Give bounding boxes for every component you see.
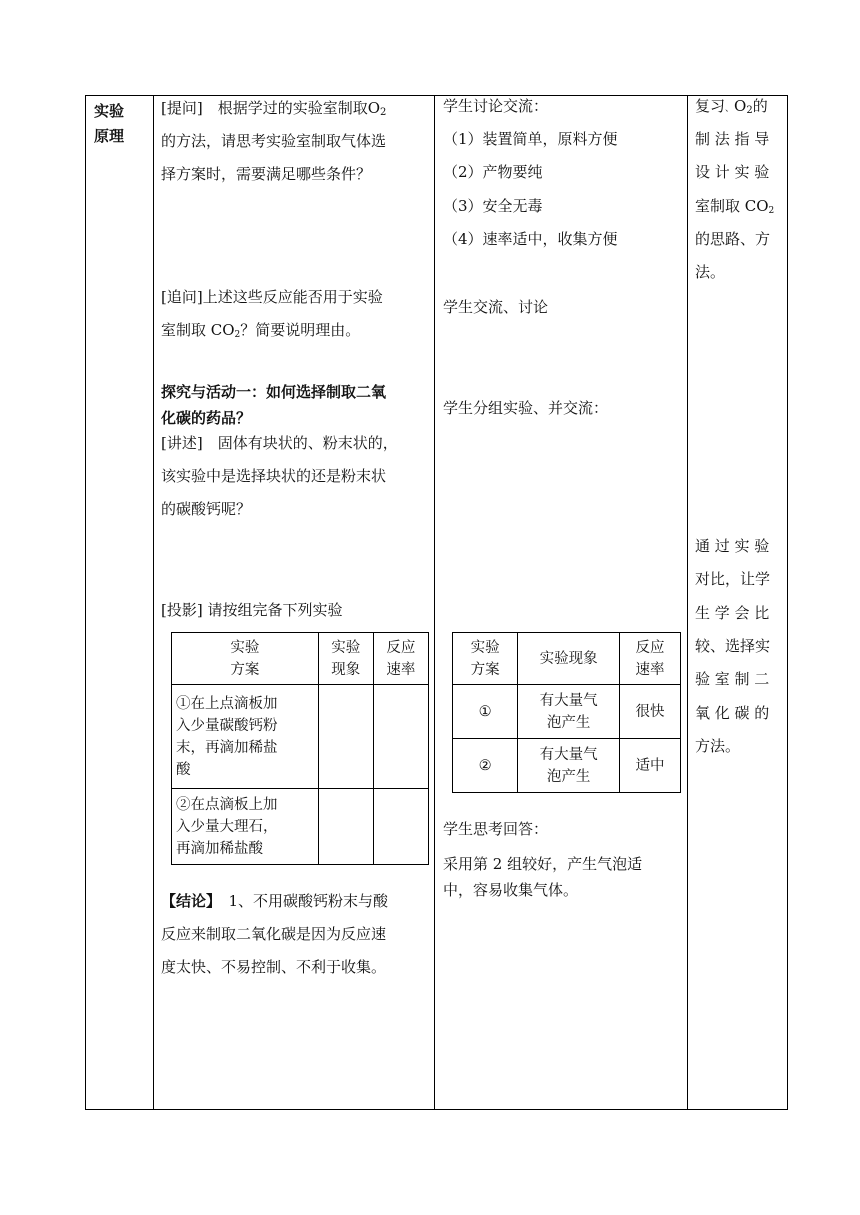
teacher-projection: [投影] 请按组完备下列实验 (161, 601, 343, 619)
table-cell: ① (453, 685, 518, 739)
teacher-lecture: [讲述] 固体有块状的、粉末状的， (161, 434, 398, 452)
table-header: 反应 速率 (619, 633, 680, 685)
intent-review-line: 设 计 实 验 (695, 163, 770, 181)
experiment-table-blank (171, 632, 429, 865)
table-cell: 适中 (619, 739, 680, 793)
student-answer: 采用第 2 组较好，产生气泡适 (443, 855, 643, 873)
condition-item: （3）安全无毒 (443, 197, 543, 215)
conclusion-line3: 度太快、不易控制、不利于收集。 (161, 958, 387, 976)
conclusion-line2: 反应来制取二氧化碳是因为反应速 (161, 925, 387, 943)
section-label-line1: 实验 (94, 102, 125, 120)
intent-review-line: 的思路、方 (695, 230, 771, 248)
table-cell-empty (318, 685, 373, 789)
teacher-question-line3: 择方案时，需要满足哪些条件？ (161, 165, 372, 183)
student-answer-line2: 中，容易收集气体。 (443, 881, 579, 899)
intent-experiment-line: 生 学 会 比 (695, 604, 770, 622)
intent-review: 复习、$O_2$的 (695, 97, 768, 116)
experiment-result-table (452, 632, 681, 793)
teacher-lecture-line3: 的碳酸钙呢？ (161, 500, 252, 518)
column-divider (434, 95, 435, 1110)
activity-title: 探究与活动一：如何选择制取二氧 (161, 383, 387, 401)
condition-item: （2）产物要纯 (443, 163, 543, 181)
table-cell: 有大量气 泡产生 (518, 685, 620, 739)
student-exchange: 学生交流、讨论 (443, 298, 549, 316)
column-divider (687, 95, 688, 1110)
conclusion: 【结论】 1、不用碳酸钙粉末与酸 (161, 892, 389, 910)
table-cell: ②在点滴板上加 入少量大理石， 再滴加稀盐酸 (172, 789, 319, 865)
teacher-followup-line2: 室制取 $CO_2$？简要说明理由。 (161, 321, 361, 340)
table-cell-empty (318, 789, 373, 865)
table-cell-empty (373, 685, 428, 789)
teacher-lecture-line2: 该实验中是选择块状的还是粉末状 (161, 467, 387, 485)
student-group-experiment: 学生分组实验、并交流： (443, 399, 609, 417)
table-header: 实验现象 (518, 633, 620, 685)
teacher-followup: [追问]上述这些反应能否用于实验 (161, 288, 383, 306)
intent-experiment-line: 对比，让学 (695, 570, 771, 588)
section-label-line2: 原理 (94, 127, 125, 145)
table-cell: 有大量气 泡产生 (518, 739, 620, 793)
table-header: 反应 速率 (373, 633, 428, 685)
table-cell: ①在上点滴板加 入少量碳酸钙粉 末，再滴加稀盐 酸 (172, 685, 319, 789)
table-header: 实验 现象 (318, 633, 373, 685)
table-cell: 很快 (619, 685, 680, 739)
teacher-question-line2: 的方法，请思考实验室制取气体选 (161, 132, 387, 150)
student-think-answer: 学生思考回答： (443, 820, 549, 838)
intent-review-line: 室制取 $CO_2$ (695, 197, 775, 216)
intent-experiment-line: 较、选择实 (695, 637, 771, 655)
intent-review-line: 法。 (695, 263, 726, 281)
intent-experiment-line: 氧 化 碳 的 (695, 704, 770, 722)
table-header: 实验 方案 (453, 633, 518, 685)
condition-item: （1）装置简单，原料方便 (443, 130, 618, 148)
intent-review-line: 制 法 指 导 (695, 130, 770, 148)
activity-title-line2: 化碳的药品？ (161, 409, 252, 427)
teacher-question: [提问] 根据学过的实验室制取$O_2$ (161, 99, 387, 118)
table-cell-empty (373, 789, 428, 865)
intent-experiment-line: 验 室 制 二 (695, 670, 770, 688)
condition-item: （4）速率适中，收集方便 (443, 230, 618, 248)
table-header: 实验 方案 (172, 633, 319, 685)
student-discussion-title: 学生讨论交流： (443, 97, 549, 115)
table-cell: ② (453, 739, 518, 793)
intent-experiment-line: 通 过 实 验 (695, 537, 770, 555)
column-divider (153, 95, 154, 1110)
intent-experiment-line: 方法。 (695, 737, 741, 755)
